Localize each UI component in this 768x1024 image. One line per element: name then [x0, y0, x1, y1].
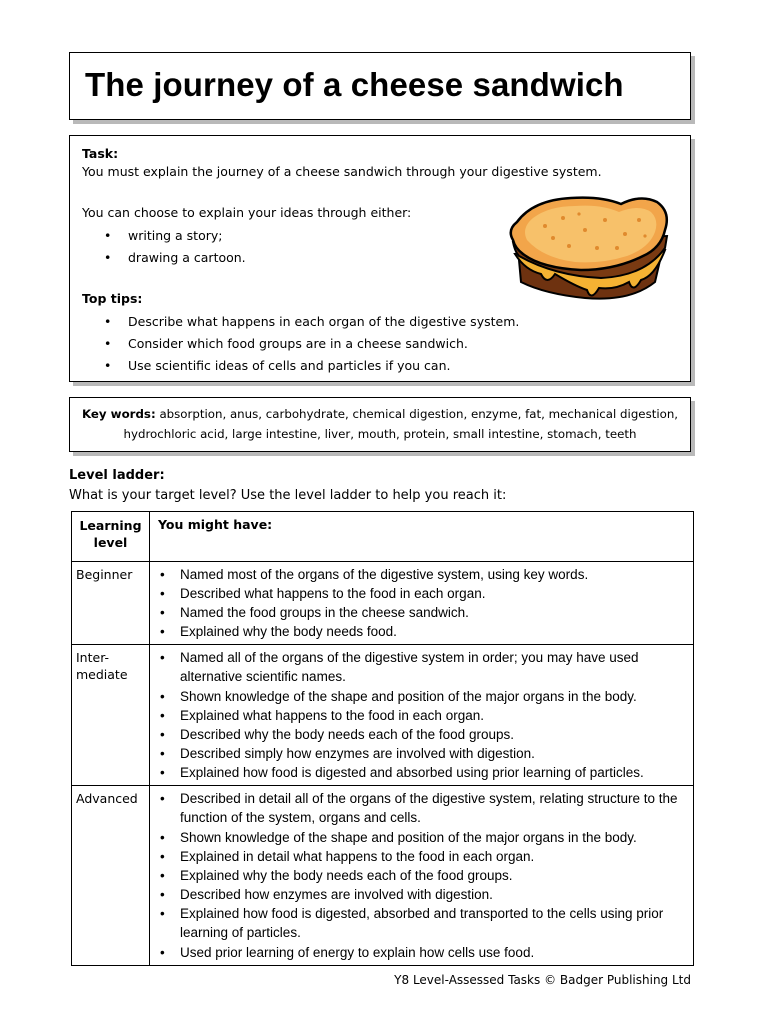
list-item: • Named most of the organs of the digestive system, using key words.	[160, 566, 687, 585]
tip-item: • Use scientific ideas of cells and particles if you can.	[104, 358, 451, 373]
list-item: • Described in detail all of the organs of the digestive system, relating structure to the function of the system, organs and cells.	[160, 790, 687, 827]
choice-item: • writing a story;	[104, 228, 222, 243]
header-you-might-have: You might have:	[150, 512, 694, 562]
list-item: • Explained why the body needs each of the food groups.	[160, 867, 687, 886]
level-intermediate: Inter- mediate	[72, 645, 150, 786]
list-item: • Explained how food is digested and absorbed using prior learning of particles.	[160, 764, 687, 783]
level-advanced: Advanced	[72, 786, 150, 966]
list-item: • Shown knowledge of the shape and position of the major organs in the body.	[160, 688, 687, 707]
list-item: • Shown knowledge of the shape and position of the major organs in the body.	[160, 829, 687, 848]
level-ladder-table	[71, 511, 694, 966]
choice-item: • drawing a cartoon.	[104, 250, 246, 265]
footer-copyright: Y8 Level-Assessed Tasks © Badger Publishing Ltd	[394, 973, 691, 987]
title-box	[69, 52, 691, 120]
ladder-heading: Level ladder:	[69, 468, 165, 483]
ladder-prompt: What is your target level? Use the level ladder to help you reach it:	[69, 488, 507, 503]
advanced-items	[150, 786, 694, 966]
keywords-label: Key words:	[81, 407, 156, 421]
intermediate-items	[150, 645, 694, 786]
task-line-1: You must explain the journey of a cheese sandwich through your digestive system.	[82, 164, 602, 179]
keywords-box	[69, 397, 691, 452]
list-item: • Explained in detail what happens to the food in each organ.	[160, 848, 687, 867]
list-item: • Named the food groups in the cheese sandwich.	[160, 604, 687, 623]
cheese-sandwich-icon	[505, 190, 673, 310]
table-row-advanced	[72, 786, 694, 966]
table-row-intermediate	[72, 645, 694, 786]
list-item: • Described what happens to the food in each organ.	[160, 585, 687, 604]
list-item: • Described why the body needs each of the food groups.	[160, 726, 687, 745]
list-item: • Named all of the organs of the digestive system in order; you may have used alternative scientific names.	[160, 649, 687, 686]
list-item: • Described simply how enzymes are involved with digestion.	[160, 745, 687, 764]
list-item: • Described how enzymes are involved with digestion.	[160, 886, 687, 905]
list-item: • Explained how food is digested, absorbed and transported to the cells using prior learning of particles.	[160, 905, 687, 942]
tips-heading: Top tips:	[82, 291, 143, 306]
header-learning-level: Learning level	[72, 512, 150, 562]
beginner-items	[150, 562, 694, 645]
keywords-line-1: Key words: absorption, anus, carbohydrate, chemical digestion, enzyme, fat, mechanical digestion,	[81, 407, 679, 421]
list-item: • Explained why the body needs food.	[160, 623, 687, 642]
list-item: • Explained what happens to the food in each organ.	[160, 707, 687, 726]
list-item: • Used prior learning of energy to explain how cells use food.	[160, 944, 687, 963]
task-line-2: You can choose to explain your ideas through either:	[82, 205, 412, 220]
keywords-line-2: hydrochloric acid, large intestine, liver, mouth, protein, small intestine, stomach, teeth	[123, 427, 637, 441]
page-title: The journey of a cheese sandwich	[85, 66, 624, 103]
tip-item: • Describe what happens in each organ of the digestive system.	[104, 314, 519, 329]
table-row-beginner	[72, 562, 694, 645]
task-heading: Task:	[82, 146, 119, 161]
level-beginner: Beginner	[72, 562, 150, 645]
table-header-row	[72, 512, 694, 562]
tip-item: • Consider which food groups are in a cheese sandwich.	[104, 336, 468, 351]
